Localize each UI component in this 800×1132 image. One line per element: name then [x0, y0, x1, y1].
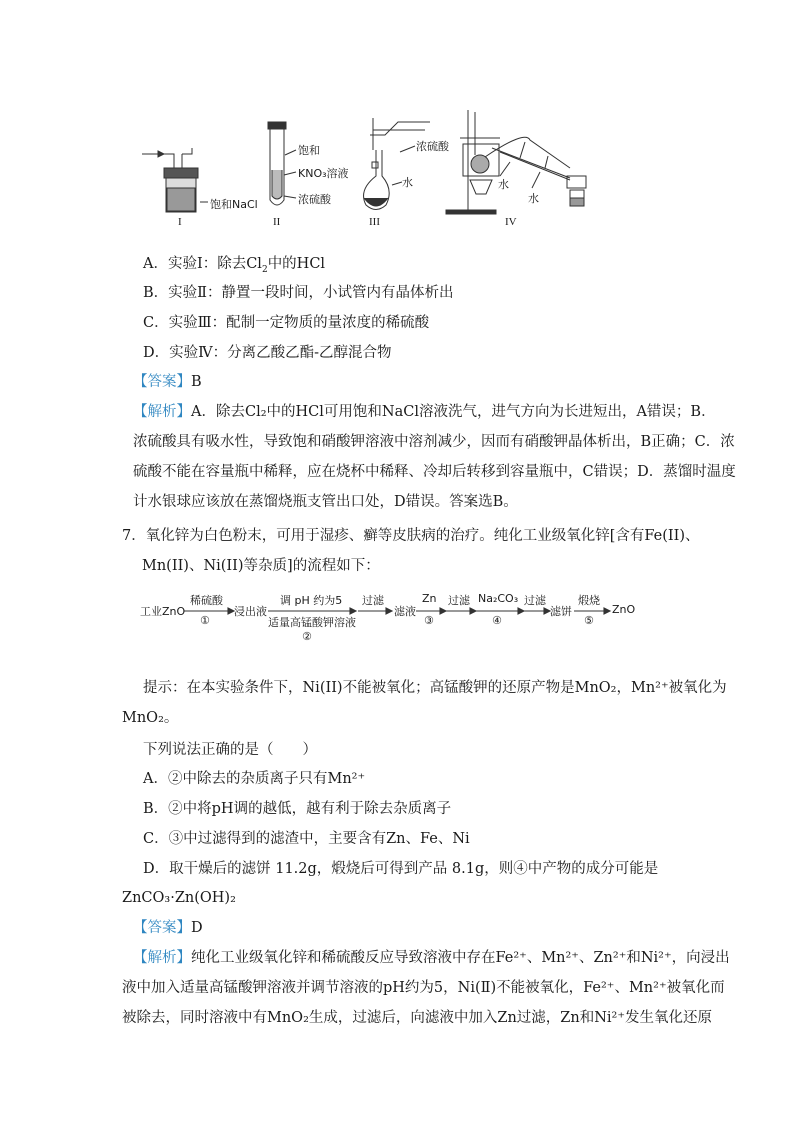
q7-analysis-tag: 【解析】 [133, 950, 191, 966]
flow-step4-zn: Zn [422, 592, 437, 605]
q6-answer-tag: 【答案】 [133, 374, 191, 390]
q7-hint-line-2: MnO₂。 [122, 710, 179, 726]
q6-answer [133, 372, 202, 392]
q7-analysis-line-2: 液中加入适量高锰酸钾溶液并调节溶液的pH约为5，Ni(Ⅱ)不能被氧化，Fe²⁺、Mn²⁺被氧化而 [122, 980, 725, 996]
q6-option-a [143, 254, 325, 274]
q7-option-b: B．②中将pH调的越低，越有利于除去杂质离子 [143, 801, 452, 817]
q6-analysis-line-4: 计水银球应该放在蒸馏烧瓶支管出口处，D错误。答案选B。 [133, 494, 518, 510]
apparatus-IV-distillation [446, 110, 586, 214]
q7-question: 下列说法正确的是（ ） [143, 742, 317, 758]
q7-stem-line-2: Mn(II)、Ni(II)等杂质]的流程如下： [142, 558, 380, 574]
q7-hint-line-1: 提示：在本实验条件下，Ni(II)不能被氧化；高锰酸钾的还原产物是MnO₂，Mn²⁺被氧化为 [143, 680, 727, 696]
flow-product-leachate: 浸出液 [234, 605, 267, 618]
q6-option-b-text: 实验Ⅱ：静置一段时间，小试管内有晶体析出 [168, 285, 454, 301]
q6-analysis-tag: 【解析】 [133, 404, 191, 420]
flow-step2-number: ② [302, 630, 312, 643]
q7-analysis-text-1: 纯化工业级氧化锌和稀硫酸反应导致溶液中存在Fe²⁺、Mn²⁺、Zn²⁺和Ni²⁺，向浸出 [191, 950, 730, 966]
q7-answer-tag: 【答案】 [133, 920, 191, 936]
q6-answer-value: B [191, 374, 202, 390]
label-water-condenser-1: 水 [498, 178, 509, 191]
q7-option-d: D．取干燥后的滤饼 11.2g，煅烧后可得到产品 8.1g，则④中产物的成分可能是 [143, 861, 659, 877]
q7-option-d-line-2: ZnCO₃·Zn(OH)₂ [122, 890, 236, 906]
flow-step1-number: ① [200, 614, 210, 627]
flow-step6-na2co3: Na₂CO₃ [478, 592, 519, 605]
label-sat-nacl: 饱和NaCl [210, 198, 258, 211]
flow-step1-reagent: 稀硫酸 [190, 594, 223, 607]
flow-step2-bottom: 适量高锰酸钾溶液 [268, 616, 356, 629]
apparatus-drawing [130, 110, 650, 235]
q6-option-a-sub: 2 [261, 264, 268, 275]
q6-option-a-pre: 实验Ⅰ：除去Cl [167, 256, 262, 272]
q6-analysis-text-1: A．除去Cl₂中的HCl可用饱和NaCl溶液洗气，进气方向为长进短出，A错误；B． [191, 404, 716, 420]
q6-option-c [143, 313, 429, 333]
label-roman-I: I [178, 216, 182, 228]
label-conc-h2so4-tube: 浓硫酸 [298, 193, 331, 206]
q6-option-c-text: 实验Ⅲ：配制一定物质的量浓度的稀硫酸 [168, 315, 430, 331]
flow-step2-top: 调 pH 约为5 [280, 594, 343, 607]
label-water-flask: 水 [402, 176, 413, 189]
flow-product-cake: 滤饼 [550, 605, 572, 618]
q6-analysis-line-3: 硫酸不能在容量瓶中稀释，应在烧杯中稀释、冷却后转移到容量瓶中，C错误；D．蒸馏时温度 [133, 464, 736, 480]
q6-option-a-post: 中的HCl [267, 256, 326, 272]
flow-step5-filter: 过滤 [448, 594, 470, 607]
flow-step4-number: ③ [424, 614, 434, 627]
apparatus-I-wash-bottle [142, 148, 198, 212]
q6-option-d-text: 实验Ⅳ：分离乙酸乙酯-乙醇混合物 [169, 345, 392, 361]
label-water-condenser-2: 水 [528, 192, 539, 205]
q7-analysis-line-3: 被除去，同时溶液中有MnO₂生成，过滤后，向滤液中加入Zn过滤，Zn和Ni²⁺发生氧化还原 [122, 1010, 713, 1026]
q6-option-b [143, 283, 454, 303]
label-roman-II: II [273, 216, 281, 228]
label-roman-IV: IV [505, 216, 517, 228]
q6-option-c-letter: C． [143, 315, 169, 331]
flow-step6-number: ④ [492, 614, 502, 627]
label-conc-h2so4-flask: 浓硫酸 [416, 140, 449, 153]
flow-start: 工业ZnO [140, 605, 186, 618]
label-kno3-solution: KNO₃溶液 [298, 167, 349, 180]
q7-analysis-line-1 [133, 948, 730, 968]
flow-step3-filter: 过滤 [362, 594, 384, 607]
q6-option-d-letter: D． [143, 345, 170, 361]
q6-option-b-letter: B． [143, 285, 169, 301]
q6-analysis-line-2: 浓硫酸具有吸水性，导致饱和硝酸钾溶液中溶剂减少，因而有硝酸钾晶体析出，B正确；C．浓 [133, 434, 735, 450]
q7-stem-line-1: 7．氧化锌为白色粉末，可用于湿疹、癣等皮肤病的治疗。纯化工业级氧化锌[含有Fe(II)、 [122, 528, 700, 544]
flow-step8-number: ⑤ [584, 614, 594, 627]
label-roman-III: III [369, 216, 380, 228]
flow-step7-filter: 过滤 [524, 594, 546, 607]
apparatus-figure [130, 110, 650, 235]
apparatus-III-flask [364, 118, 430, 210]
flow-step8-calcine: 煅烧 [578, 594, 600, 607]
flow-end: ZnO [612, 603, 636, 616]
process-flow-diagram [140, 590, 640, 650]
q7-answer-value: D [191, 920, 203, 936]
q6-analysis-line-1 [133, 402, 716, 422]
q7-option-c: C．③中过滤得到的滤渣中，主要含有Zn、Fe、Ni [143, 831, 470, 847]
label-saturated: 饱和 [298, 144, 320, 157]
q7-answer [133, 918, 203, 938]
flow-product-filtrate: 滤液 [394, 605, 416, 618]
apparatus-II-test-tubes [268, 122, 296, 205]
q6-option-d [143, 343, 392, 363]
q6-option-a-letter: A． [143, 256, 168, 272]
q7-option-a: A．②中除去的杂质离子只有Mn²⁺ [143, 771, 366, 787]
